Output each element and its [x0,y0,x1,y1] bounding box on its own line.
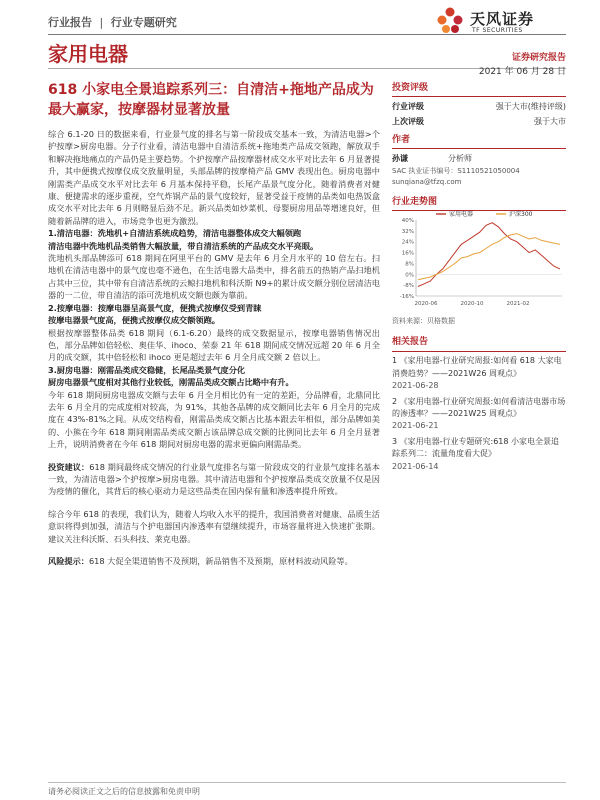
summary-heading-2: 2.按摩电器：按摩电器呈高景气度，便携式按摩仪受到青睐 [48,302,262,313]
rating-panel [392,80,566,127]
footer-disclaimer: 请务必阅读正文之后的信息披露和免责申明 [48,787,200,796]
related-report-text: 1 《家用电器-行业研究周报:如何看 618 大家电消费趋势？——2021W26 周观点》 [392,356,562,378]
header-category: 行业报告 [48,16,92,29]
summary-paragraph-3: 今年 618 期间厨房电器成交额与去年 6 月全月相比仍有一定的差距，分品牌看，北鼎同比去年 6 月全月的完成度相对较高，为 91%，其他各品牌的成交额同比去年 6 月全月的完成度在 43%-81%之间。从成交结构看，刚需品类成交额占比基本跟去年相似，部分品牌如美的、小熊在今年 618 期间刚需品类成交额占该品牌总成交额的比例同比去年 6 月全月显著上升，说明消费者在今年 618 期间对厨房电器的需求更偏向刚需品类。 [48,389,380,450]
header-rule [48,34,566,35]
related-report-date: 2021-06-14 [392,461,439,471]
logo-mark-icon [436,6,464,34]
author-panel [392,132,566,186]
summary-subheading-2: 按摩电器景气度高，便携式按摩仪成交额领跑。 [48,315,220,326]
header-subcategory: 行业专题研究 [110,16,177,29]
summary-heading-1: 1.清洁电器：洗地机+自清洁系统成趋势，清洁电器整体成交大幅领跑 [48,228,302,239]
rating-row [392,116,566,127]
x-tick-label: 2020-10 [460,301,484,307]
related-report-item[interactable] [392,436,566,473]
risk-label: 风险提示： [48,556,89,566]
footer-rule [48,782,566,783]
rating-value: 强于大市(维持评级) [495,102,566,111]
y-tick-label: 40% [401,218,414,224]
related-report-text: 3 《家用电器-行业专题研究:618 小家电全景追踪系列二：流量角度看大促》 [392,436,560,459]
related-reports [392,336,566,473]
chart-source: 资料来源：贝格数据 [392,317,455,325]
summary-paragraph-1: 洗地机头部品牌添可 618 期间在阿里平台的 GMV 是去年 6 月全月水平的 10 倍左右。扫地机在清洁电器中的景气度也毫不逊色，在生活电器大品类中，排名前五的热销产品扫地机占其中三位，其中带有自清洁系统的云鲸扫地机和科沃斯 N9+的累计成交额分别位居清洁电器的一二位，带自清洁的添可洗地机成交额也颇为靠前。 [48,253,380,301]
report-date: 2021 年 06 月 28 日 [478,67,566,77]
y-tick-label: -16% [399,294,414,300]
report-summary [48,128,380,567]
related-report-item[interactable] [392,355,566,392]
y-tick-label: 32% [401,228,414,235]
series-line-0 [418,223,560,287]
refs-title: 相关报告 [392,336,566,352]
legend-label: 沪深300 [509,211,533,218]
logo-name: 天风证券 [470,10,535,28]
summary-risk [48,555,380,567]
author-email: sunqiana@tfzq.com [392,178,462,186]
summary-paragraph-2: 根据按摩器整体品类 618 期间（6.1-6.20）最终的成交数据显示，按摩电器销售情况出色，部分品牌如倍轻松、奥佳华、ihoco、荣泰 21 年 618 期间成交情况远超 20 年 6 月全月的成交额，其中倍轻松和 ihoco 更是超过去年 6 月全月成交额 2 倍以上。 [48,327,380,363]
header-separator: | [99,16,104,29]
related-report-item[interactable] [392,396,566,433]
rating-title: 投资评级 [392,80,566,97]
y-tick-label: 0% [405,272,414,279]
summary-invest [48,461,380,498]
invest-text: 618 期间最终成交情况的行业景气度排名与第一阶段成交的行业景气度排名基本一致，为清洁电器>个护按摩>厨房电器。其中清洁电器和个护按摩品类成交放量不仅是因为疫情的催化，其背后的核心驱动力是这些品类在国内保有量和渗透率提升所致。 [48,461,380,497]
related-report-date: 2021-06-28 [392,381,439,391]
x-tick-label: 2020-06 [414,301,438,307]
rating-label: 上次评级 [392,117,424,126]
related-report-date: 2021-06-21 [392,421,439,431]
y-tick-label: 8% [405,261,414,268]
legend-label: 家用电器 [449,211,474,218]
rating-row [392,101,566,112]
y-tick-label: 16% [401,250,414,257]
summary-heading-3: 3.厨房电器：刚需品类成交稳健，长尾品类景气度分化 [48,364,246,375]
series-line-1 [418,234,560,280]
y-tick-label: 24% [401,239,414,246]
rating-value: 强于大市 [534,117,566,126]
summary-subheading-1: 清洁电器中洗地机品类销售大幅放量，带自清洁系统的产品成交水平亮眼。 [48,240,319,251]
author-row [392,153,566,164]
summary-subheading-3: 厨房电器景气度相对其他行业较低，刚需品类成交额占比略中有升。 [48,377,294,388]
report-title: 618 小家电全景追踪系列三：自清洁+拖地产品成为最大赢家，按摩器材显著放量 [48,82,374,118]
rating-label: 行业评级 [392,102,424,111]
author-name: 孙谦 [392,154,408,163]
trend-title: 行业走势图 [392,194,566,211]
x-tick-label: 2021-02 [506,301,530,307]
author-role: 分析师 [448,154,472,163]
related-report-text: 2 《家用电器-行业研究周报:如何看清洁电器市场的渗透率？——2021W25 周观点》 [392,396,566,419]
summary-paragraph-4: 综合今年 618 的表现，我们认为，随着人均收入水平的提升，我国消费者对健康、品质生活意识将得到加强，清洁与个护电器国内渗透率有望继续提升，市场容量将进入快速扩张期。建议关注科沃斯、石头科技、莱克电器。 [48,508,380,544]
summary-intro: 综合 6.1-20 日的数据来看，行业景气度的排名与第一阶段成交基本一致，为清洁电器>个护按摩>厨房电器。分子行业看，清洁电器中自清洁系统+拖地类产品成交领跑，解放双手和解决拖地痛点的产品仍是主要趋势。个护按摩产品按摩器材成交水平对比去年 6 月显著提升，其中便携式按摩仪成交放量明显，头部品牌的按摩椅产品 GMV 表现出色。厨房电器中刚需类产品成交水平对比去年 6 月基本保持平稳，长尾产品景气度分化，随着消费者对健康、便捷需求的逐步重视，空气炸锅产品的景气度较好，显著受益于疫情的品类如电热饭盒成交水平对比去年 6 月则略显后劲不足。新兴品类如炒菜机、母婴厨房用品等增速良好，但随着新品牌的进入，市场竞争也更为激烈。 [48,129,380,226]
author-title: 作者 [392,132,566,149]
logo-sub: TF SECURITIES [472,27,523,34]
report-type: 证券研究报告 [511,53,566,63]
y-tick-label: -8% [403,283,414,290]
author-sac: SAC 执业证书编号：S1110521050004 [392,167,520,175]
header-breadcrumb [48,14,177,30]
trend-chart [392,208,566,308]
invest-label: 投资建议： [48,461,90,472]
trend-chart-svg [392,208,566,308]
section-title: 家用电器 [48,42,128,66]
risk-text: 618 大促全渠道销售不及预期，新品销售不及预期，原材料波动风险等。 [88,556,353,566]
